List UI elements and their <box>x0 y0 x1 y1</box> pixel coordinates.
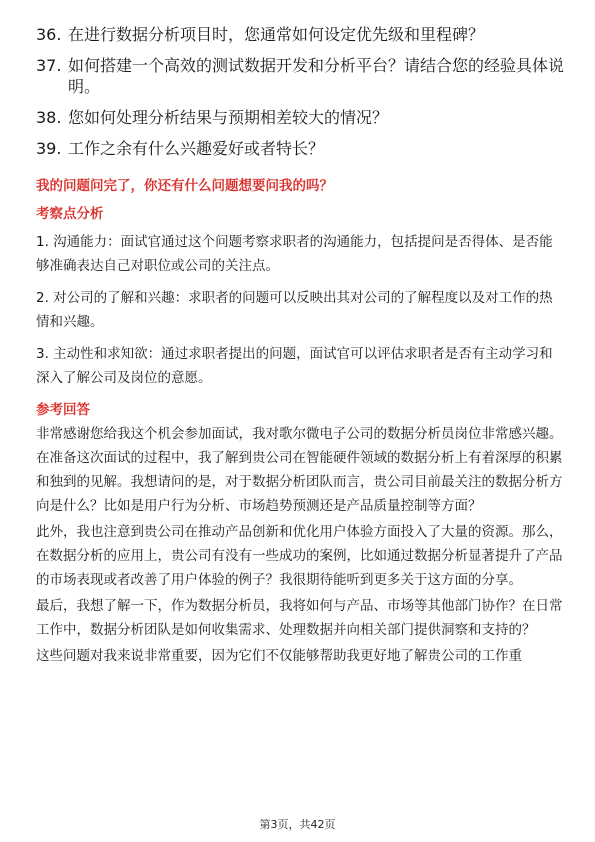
analysis-point: 3. 主动性和求知欲：通过求职者提出的问题，面试官可以评估求职者是否有主动学习和深入了解公司及岗位的意愿。 <box>36 346 553 386</box>
question-number: 38. <box>36 108 62 127</box>
question-number: 39. <box>36 139 62 158</box>
highlighted-question: 我的问题问完了，你还有什么问题想要问我的吗？ <box>36 178 333 194</box>
page-footer: 第3页，共42页 <box>259 818 336 831</box>
question-list <box>36 24 566 169</box>
question-text: 如何搭建一个高效的测试数据开发和分析平台？请结合您的经验具体说明。 <box>68 56 565 96</box>
question-item <box>36 55 566 97</box>
answer-heading: 参考回答 <box>36 402 90 418</box>
question-text: 您如何处理分析结果与预期相差较大的情况？ <box>68 108 389 127</box>
question-number: 37. <box>36 56 62 75</box>
question-item <box>36 24 566 45</box>
analysis-point: 2. 对公司的了解和兴趣：求职者的问题可以反映出其对公司的了解程度以及对工作的热情和兴趣。 <box>36 290 553 330</box>
question-text: 工作之余有什么兴趣爱好或者特长？ <box>68 139 325 158</box>
answer-paragraph: 非常感谢您给我这个机会参加面试，我对歌尔微电子公司的数据分析员岗位非常感兴趣。在准备这次面试的过程中，我了解到贵公司在智能硬件领域的数据分析上有着深厚的积累和独到的见解。我想请问的是，对于数据分析团队而言，贵公司目前最关注的数据分析方向是什么？比如是用户行为分析、市场趋势预测还是产品质量控制等方面？ <box>36 426 563 514</box>
question-text: 在进行数据分析项目时，您通常如何设定优先级和里程碑？ <box>68 25 485 44</box>
question-item <box>36 107 566 128</box>
question-number: 36. <box>36 25 62 44</box>
answer-paragraph: 这些问题对我来说非常重要，因为它们不仅能够帮助我更好地了解贵公司的工作重 <box>36 648 522 664</box>
answer-paragraph: 此外，我也注意到贵公司在推动产品创新和优化用户体验方面投入了大量的资源。那么，在数据分析的应用上，贵公司有没有一些成功的案例，比如通过数据分析显著提升了产品的市场表现或者改善了用户体验的例子？我很期待能听到更多关于这方面的分享。 <box>36 524 563 588</box>
analysis-point: 1. 沟通能力：面试官通过这个问题考察求职者的沟通能力，包括提问是否得体、是否能够准确表达自己对职位或公司的关注点。 <box>36 234 553 274</box>
question-section <box>36 176 566 670</box>
analysis-heading: 考察点分析 <box>36 206 104 222</box>
question-item <box>36 138 566 159</box>
answer-paragraph: 最后，我想了解一下，作为数据分析员，我将如何与产品、市场等其他部门协作？在日常工作中，数据分析团队是如何收集需求、处理数据并向相关部门提供洞察和支持的？ <box>36 598 563 638</box>
